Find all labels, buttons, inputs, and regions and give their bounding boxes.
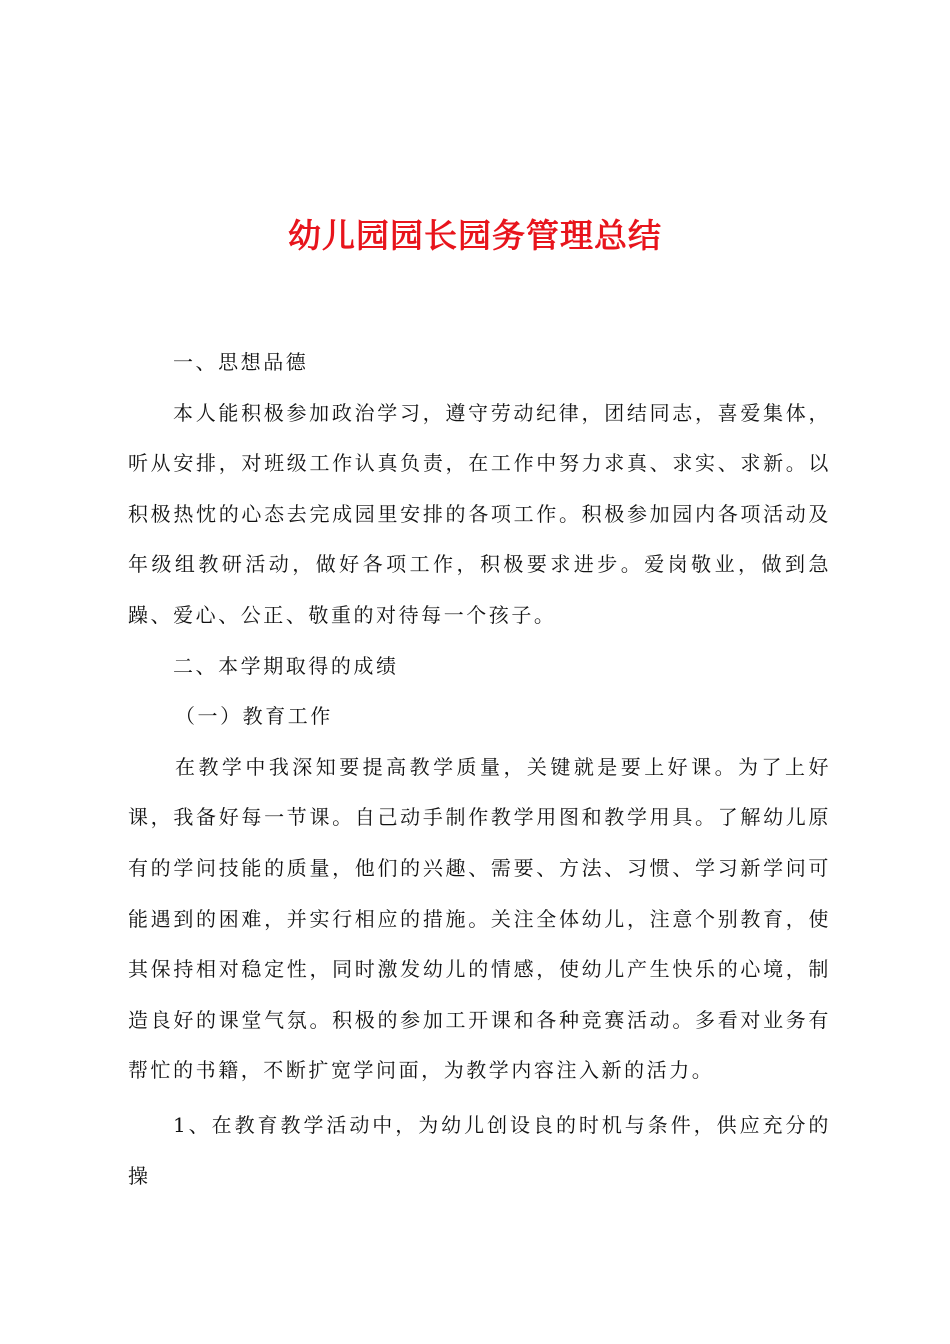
document-title: 幼儿园园长园务管理总结 — [288, 216, 662, 255]
document-body — [128, 337, 831, 1201]
section-heading-moral: 一、思想品德 — [173, 350, 309, 374]
paragraph-moral: 本人能积极参加政治学习，遵守劳动纪律，团结同志，喜爱集体，听从安排，对班级工作认真负责，在工作中努力求真、求实、求新。以积极热忱的心态去完成园里安排的各项工作。积极参加园内各项活动及年级组教研活动，做好各项工作，积极要求进步。爱岗敬业，做到急躁、爱心、公正、敬重的对待每一个孩子。 — [128, 400, 831, 627]
section-heading-achievements: 二、本学期取得的成绩 — [173, 653, 399, 678]
list-item-1: 1、在教育教学活动中，为幼儿创设良的时机与条件，供应充分的操 — [128, 1112, 831, 1188]
paragraph-education: 在教学中我深知要提高教学质量，关键就是要上好课。为了上好课，我备好每一节课。自己动手制作教学用图和教学用具。了解幼儿原有的学问技能的质量，他们的兴趣、需要、方法、习惯、学习新学问可能遇到的困难，并实行相应的措施。关注全体幼儿，注意个别教育，使其保持相对稳定性，同时激发幼儿的情感，使幼儿产生快乐的心境，制造良好的课堂气氛。积极的参加工开课和各种竞赛活动。多看对业务有帮忙的书籍，不断扩宽学问面，为教学内容注入新的活力。 — [128, 754, 831, 1083]
subsection-heading-education: （一）教育工作 — [175, 704, 333, 729]
